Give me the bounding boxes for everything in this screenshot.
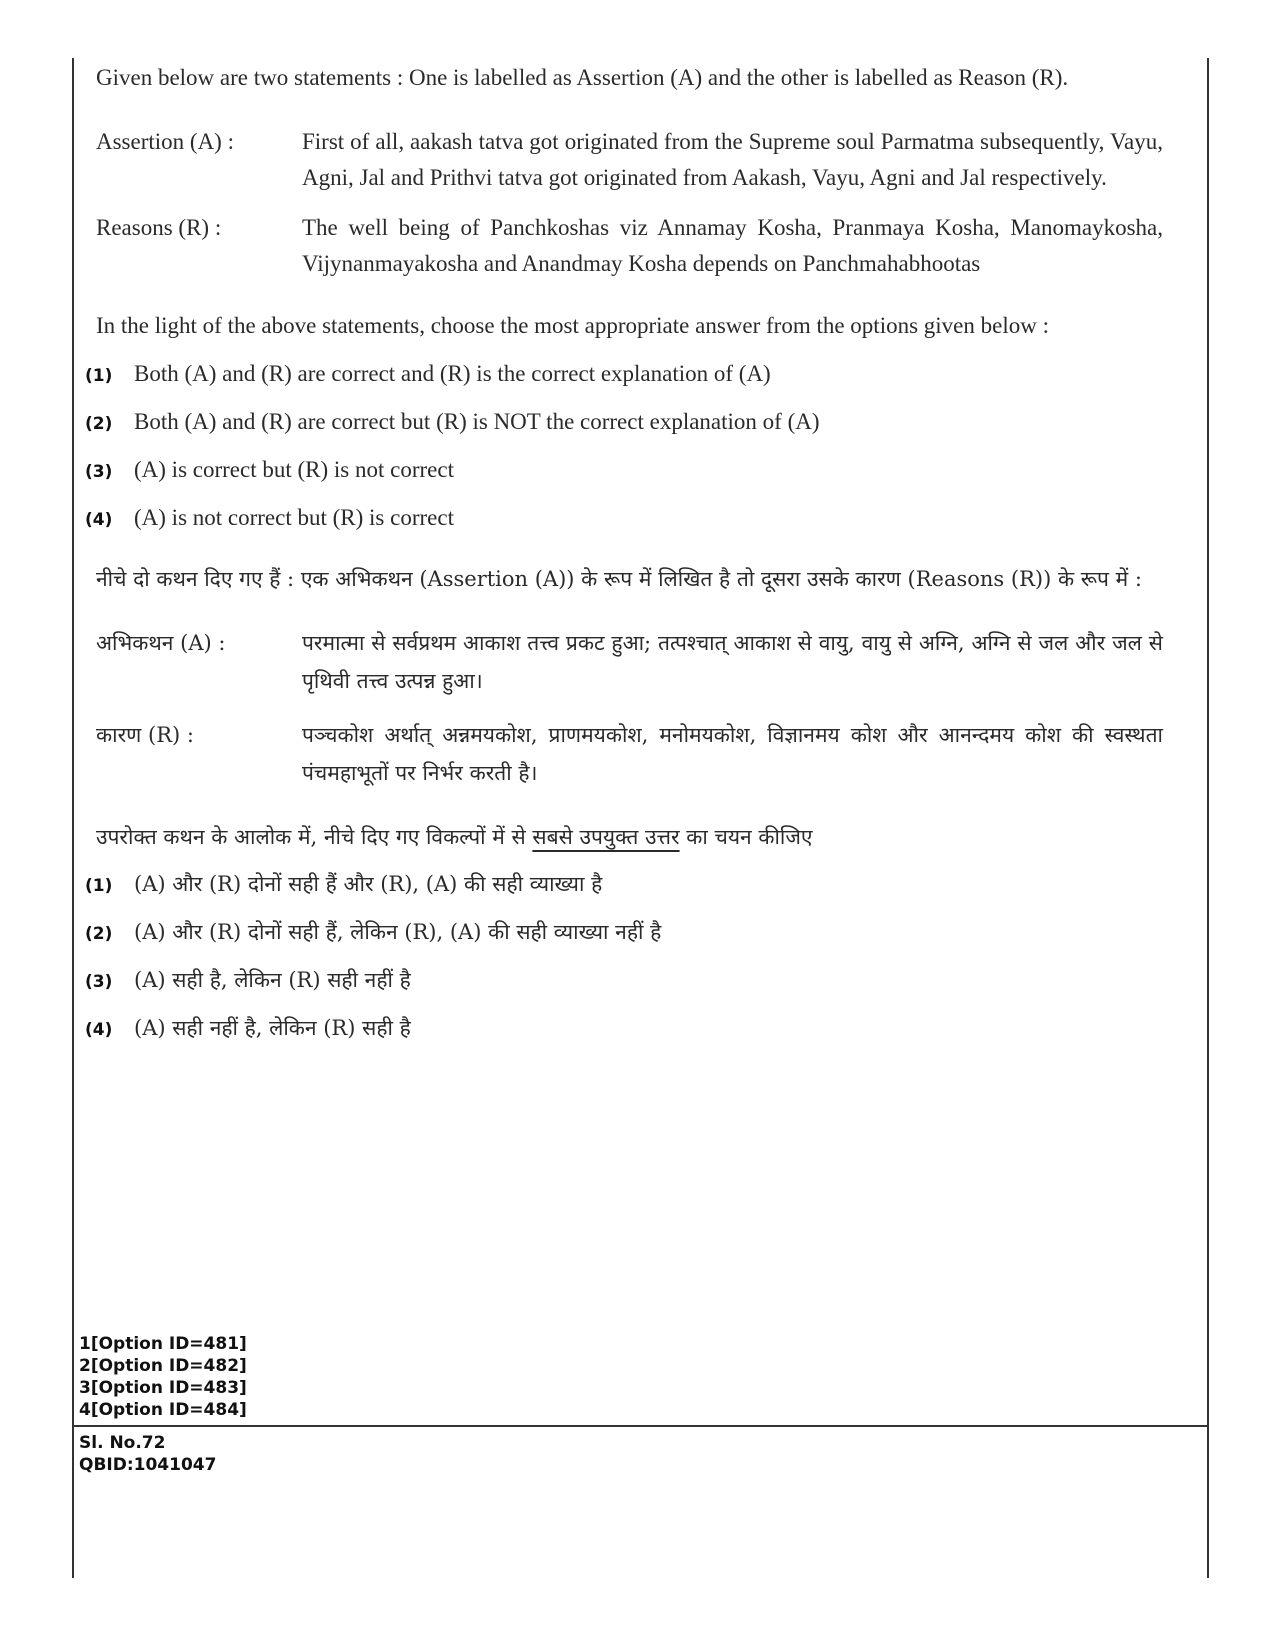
intro-hindi: नीचे दो कथन दिए गए हैं : एक अभिकथन (Assertion (A)) के रूप में लिखित है तो दूसरा उसके कारण (Reasons (R)) के रूप में :: [96, 567, 1142, 591]
option-number: (3): [85, 462, 113, 482]
option-text: (A) is not correct but (R) is correct: [134, 505, 454, 530]
option-item: [85, 962, 1163, 1010]
option-number: (4): [85, 510, 113, 530]
question-english: In the light of the above statements, choose the most appropriate answer from the options given below :: [96, 313, 1049, 338]
reason-label: कारण (R) :: [96, 723, 194, 747]
right-border: [1207, 58, 1209, 1578]
intro-english: Given below are two statements : One is labelled as Assertion (A) and the other is labelled as Reason (R).: [96, 65, 1069, 90]
option-number: (1): [85, 876, 113, 896]
option-item: [85, 914, 1163, 962]
option-text: (A) सही नहीं है, लेकिन (R) सही है: [134, 1016, 411, 1040]
question-divider: [72, 1425, 1209, 1427]
option-id: 4[Option ID=484]: [79, 1400, 247, 1420]
question-text: उपरोक्त कथन के आलोक में, नीचे दिए गए विकल्पों में से: [96, 825, 533, 849]
reason-text: पञ्चकोश अर्थात् अन्नमयकोश, प्राणमयकोश, मनोमयकोश, विज्ञानमय कोश और आनन्दमय कोश की स्वस्थता पंचमहाभूतों पर निर्भर करती है।: [302, 723, 1163, 785]
assertion-label: Assertion (A) :: [96, 129, 234, 154]
question-emphasis: सबसे उपयुक्त उत्तर: [532, 825, 680, 849]
option-number: (3): [85, 972, 113, 992]
option-text: (A) is correct but (R) is not correct: [134, 457, 454, 482]
assertion-text: परमात्मा से सर्वप्रथम आकाश तत्त्व प्रकट हुआ; तत्पश्चात् आकाश से वायु, वायु से अग्नि, अग्नि से जल और जल से पृथिवी तत्त्व उत्पन्न हुआ।: [302, 631, 1163, 693]
option-id: 1[Option ID=481]: [79, 1334, 247, 1354]
option-item: [85, 1010, 1163, 1058]
question-hindi: [96, 818, 1163, 856]
option-item: [85, 356, 1163, 404]
qbid: QBID:1041047: [79, 1455, 217, 1475]
option-text: (A) सही है, लेकिन (R) सही नहीं है: [134, 968, 411, 992]
option-id: 3[Option ID=483]: [79, 1378, 247, 1398]
option-text: (A) और (R) दोनों सही हैं, लेकिन (R), (A) की सही व्याख्या नहीं है: [134, 920, 662, 944]
option-text: Both (A) and (R) are correct but (R) is NOT the correct explanation of (A): [134, 409, 820, 434]
options-english: [85, 356, 1163, 548]
reason-text: The well being of Panchkoshas viz Annamay Kosha, Pranmaya Kosha, Manomaykosha, Vijynanmayakosha and Anandmay Kosha depends on Panchmahabhootas: [302, 215, 1163, 276]
reason-label: Reasons (R) :: [96, 215, 222, 240]
option-id-list: [79, 1333, 247, 1421]
question-text: का चयन कीजिए: [679, 825, 813, 849]
option-item: [85, 500, 1163, 548]
question-body: [85, 60, 1163, 1058]
reason-english: [96, 210, 1163, 282]
options-hindi: [85, 866, 1163, 1058]
option-item: [85, 452, 1163, 500]
assertion-label: अभिकथन (A) :: [96, 631, 226, 655]
next-question-header: [79, 1432, 216, 1476]
assertion-hindi: [96, 624, 1163, 700]
option-number: (2): [85, 414, 113, 434]
option-item: [85, 404, 1163, 452]
option-number: (4): [85, 1020, 113, 1040]
option-text: Both (A) and (R) are correct and (R) is the correct explanation of (A): [134, 361, 771, 386]
option-item: [85, 866, 1163, 914]
option-number: (1): [85, 366, 113, 386]
left-border: [72, 58, 74, 1578]
reason-hindi: [96, 716, 1163, 792]
option-id: 2[Option ID=482]: [79, 1356, 247, 1376]
option-number: (2): [85, 924, 113, 944]
option-text: (A) और (R) दोनों सही हैं और (R), (A) की सही व्याख्या है: [134, 872, 603, 896]
serial-number: Sl. No.72: [79, 1433, 166, 1453]
assertion-english: [96, 124, 1163, 196]
assertion-text: First of all, aakash tatva got originated from the Supreme soul Parmatma subsequently, Vayu, Agni, Jal and Prithvi tatva got originated from Aakash, Vayu, Agni and Jal respectively.: [302, 129, 1163, 190]
